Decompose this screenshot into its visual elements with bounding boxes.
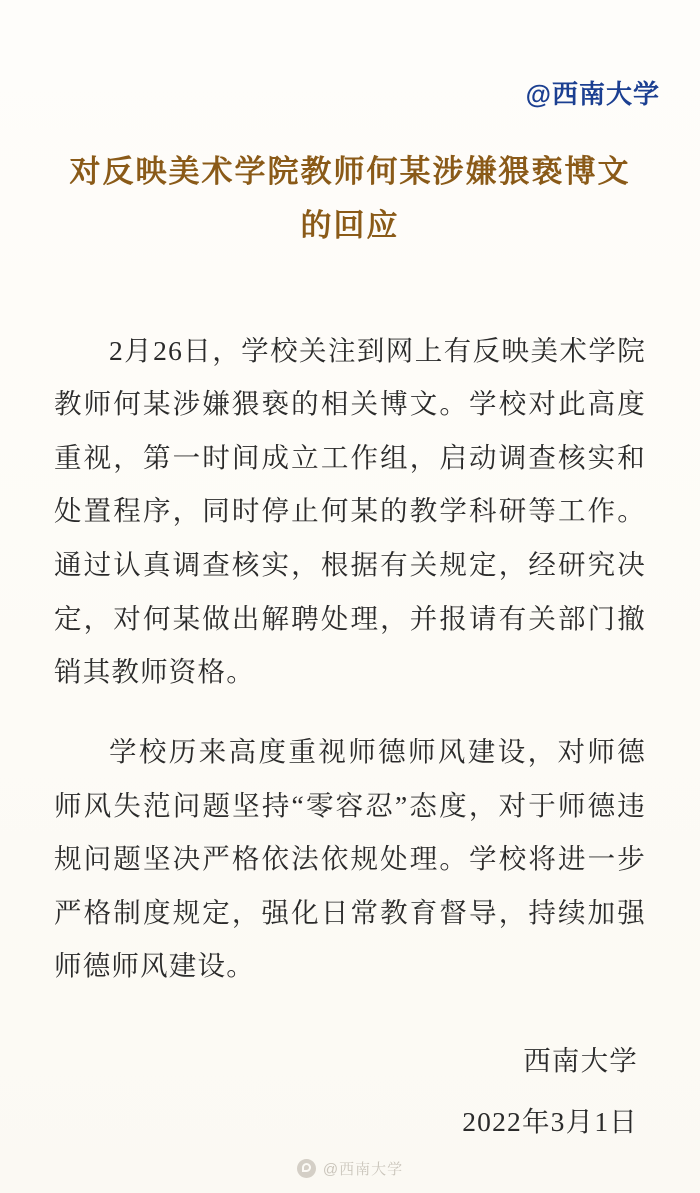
body-paragraph-1: 2月26日，学校关注到网上有反映美术学院教师何某涉嫌猥亵的相关博文。学校对此高度重视，第一时间成立工作组，启动调查核实和处置程序，同时停止何某的教学科研等工作。通过认真调查核实，根据有关规定，经研究决定，对何某做出解聘处理，并报请有关部门撤销其教师资格。	[54, 334, 646, 688]
page-title-line-2: 的回应	[300, 208, 400, 244]
watermark-text: @西南大学	[322, 1161, 404, 1178]
signature-organization: 西南大学	[523, 1045, 638, 1076]
document-body	[36, 324, 664, 994]
account-handle[interactable]: @西南大学	[525, 79, 660, 109]
weibo-icon	[297, 1159, 316, 1178]
account-handle-row	[36, 0, 664, 111]
signature-block	[36, 1033, 664, 1149]
body-paragraph-2: 学校历来高度重视师德师风建设，对师德师风失范问题坚持“零容忍”态度，对于师德违规问题坚决严格依法依规处理。学校将进一步严格制度规定，强化日常教育督导，持续加强师德师风建设。	[54, 735, 646, 982]
signature-date: 2022年3月1日	[462, 1106, 638, 1137]
page-title	[36, 145, 664, 254]
page-title-line-1: 对反映美术学院教师何某涉嫌猥亵博文	[69, 154, 631, 189]
watermark	[0, 1158, 700, 1179]
